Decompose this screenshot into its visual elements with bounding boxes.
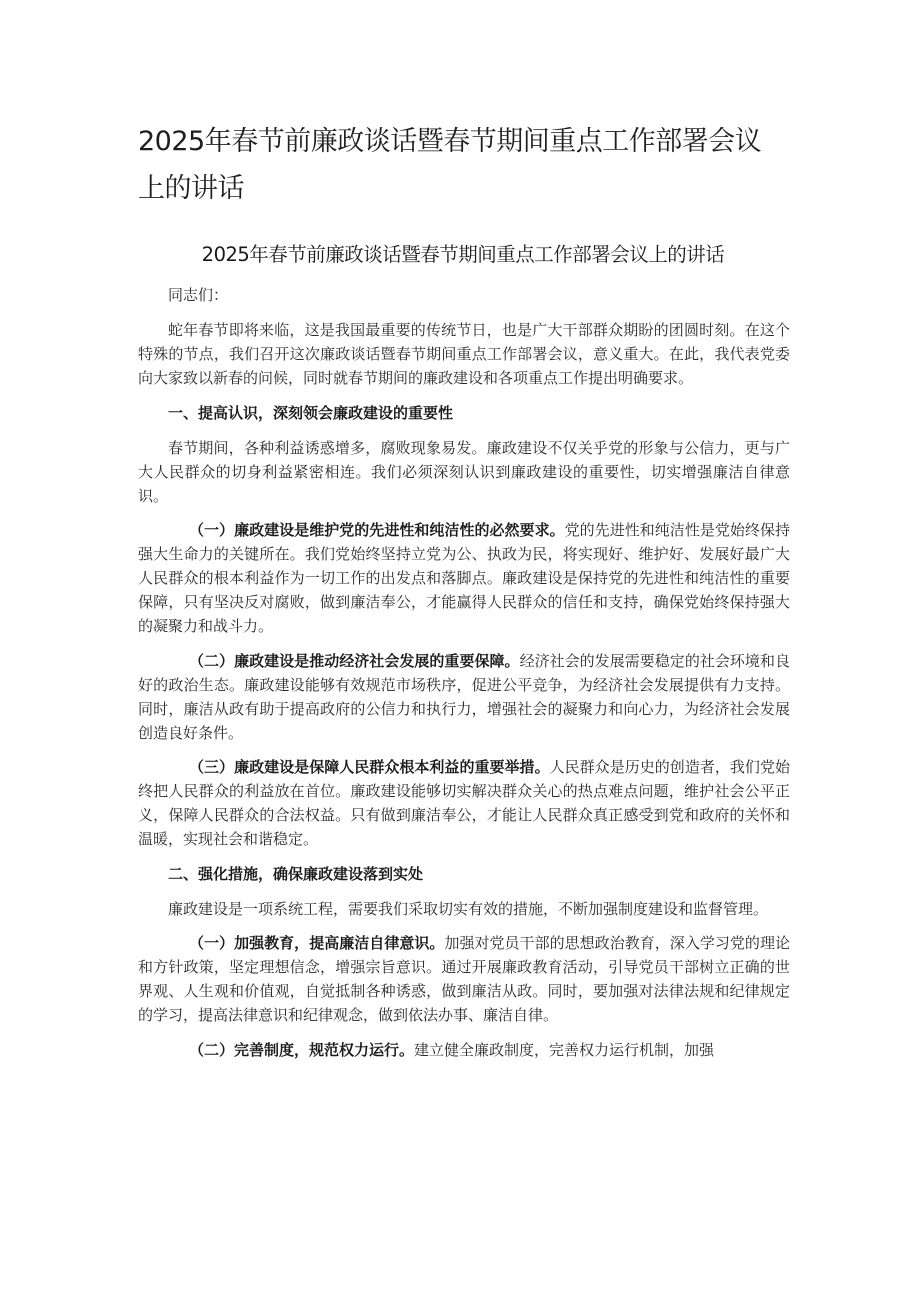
section-1-heading: 一、提高认识，深刻领会廉政建设的重要性 xyxy=(168,403,454,422)
point-lead: （二）完善制度，规范权力运行。 xyxy=(189,1040,415,1059)
section-2-heading: 二、强化措施，确保廉政建设落到实处 xyxy=(168,864,424,883)
section-1-point-2 xyxy=(138,649,790,745)
section-2-point-1 xyxy=(138,931,790,1027)
speech-body xyxy=(138,283,790,1072)
point-lead: （一）加强教育，提高廉洁自律意识。 xyxy=(189,934,445,952)
speech-title: 2025年春节前廉政谈话暨春节期间重点工作部署会议上的讲话 xyxy=(201,243,725,266)
document-title: 2025年春节前廉政谈话暨春节期间重点工作部署会议上的讲话 xyxy=(138,126,762,204)
point-lead: （一）廉政建设是维护党的先进性和纯洁性的必然要求。 xyxy=(189,521,565,539)
point-text: 人民群众是历史的创造者，我们党始终把人民群众的利益放在首位。廉政建设能够切实解决群众关心的热点难点问题，维护社会公平正义，保障人民群众的合法权益。只有做到廉洁奉公，才能让人民群众真正感受到党和政府的关怀和温暖，实现社会和谐稳定。 xyxy=(138,758,790,848)
section-2-point-2 xyxy=(138,1038,790,1062)
point-text: 经济社会的发展需要稳定的社会环境和良好的政治生态。廉政建设能够有效规范市场秩序，促进公平竞争，为经济社会发展提供有力支持。同时，廉洁从政有助于提高政府的公信力和执行力，增强社会的凝聚力和向心力，为经济社会发展创造良好条件。 xyxy=(138,651,790,742)
point-lead: （二）廉政建设是推动经济社会发展的重要保障。 xyxy=(189,651,520,670)
section-2-intro: 廉政建设是一项系统工程，需要我们采取切实有效的措施，不断加强制度建设和监督管理。 xyxy=(168,899,769,918)
section-1-intro: 春节期间，各种利益诱惑增多，腐败现象易发。廉政建设不仅关乎党的形象与公信力，更与广大人民群众的切身利益紧密相连。我们必须深刻认识到廉政建设的重要性，切实增强廉洁自律意识。 xyxy=(138,438,790,505)
section-1-point-3 xyxy=(138,755,790,851)
intro-paragraph: 蛇年春节即将来临，这是我国最重要的传统节日，也是广大干部群众期盼的团圆时刻。在这个特殊的节点，我们召开这次廉政谈话暨春节期间重点工作部署会议，意义重大。在此，我代表党委向大家致以新春的问候，同时就春节期间的廉政建设和各项重点工作提出明确要求。 xyxy=(138,321,790,387)
section-1-point-1 xyxy=(138,518,790,638)
point-text: 建立健全廉政制度，完善权力运行机制，加强 xyxy=(414,1040,715,1059)
point-text: 加强对党员干部的思想政治教育，深入学习党的理论和方针政策，坚定理想信念，增强宗旨意识。通过开展廉政教育活动，引导党员干部树立正确的世界观、人生观和价值观，自觉抵制各种诱惑，做到廉洁从政。同时，要加强对法律法规和纪律规定的学习，提高法律意识和纪律观念，做到依法办事、廉洁自律。 xyxy=(138,934,790,1024)
point-lead: （三）廉政建设是保障人民群众根本利益的重要举措。 xyxy=(189,758,550,776)
greeting: 同志们： xyxy=(168,286,229,304)
point-text: 党的先进性和纯洁性是党始终保持强大生命力的关键所在。我们党始终坚持立党为公、执政为民，将实现好、维护好、发展好最广大人民群众的根本利益作为一切工作的出发点和落脚点。廉政建设是保持党的先进性和纯洁性的重要保障，只有坚决反对腐败，做到廉洁奉公，才能赢得人民群众的信任和支持，确保党始终保持强大的凝聚力和战斗力。 xyxy=(138,521,790,635)
